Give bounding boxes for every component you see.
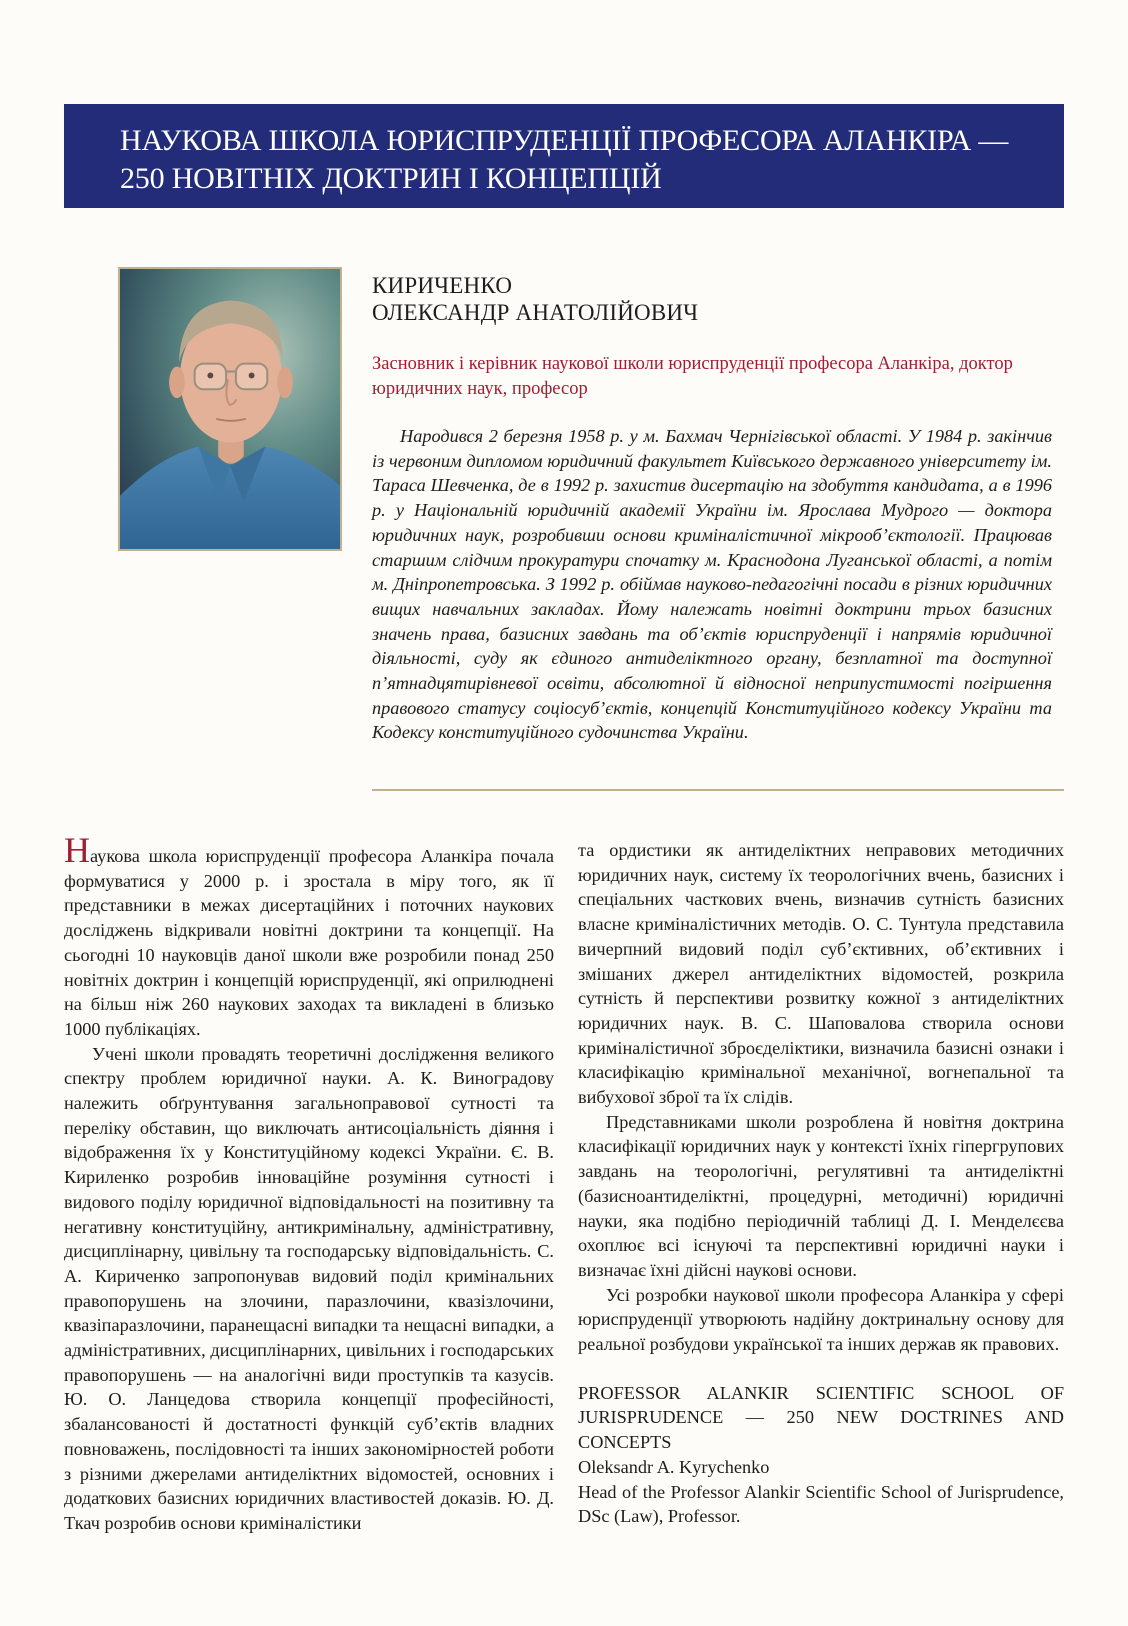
- article-paragraph-3: Представниками школи розроблена й новітня доктрина класифікації юридичних наук у контексті їхніх гіпергрупових завдань на теорологічні, регулятивні та антиделіктні (базисноантиделіктні, процедурні, методичні) юридичні науки, яка подібно періодичній таблиці Д. І. Менделєєва охоплює всі існуючі та перспективні юридичні науки і визначає їхні дійсні наукові основи.: [578, 1111, 1064, 1280]
- title-banner: [64, 104, 1064, 208]
- english-role: Head of the Professor Alankir Scientific School of Jurisprudence, DSc (Law), Professor.: [578, 1481, 1064, 1527]
- article-paragraph-2: Учені школи провадять теоретичні дослідження великого спектру проблем юридичної науки. А. К. Виноградову належить обґрунтування загальноправової сутності та переліку обставин, що виключать антисоціальність діяння і відображення їх у Конституційному кодексі України. Є. В. Кириленко розробив інноваційне розуміння сутності і видового поділу юридичної відповідальності на позитивну та негативну конституційну, антикримінальну, адміністративну, дисциплінарну, цивільну та господарську відповідальність. С. А. Кириченко запропонував видовий поділ кримінальних правопорушень на злочини, паразлочини, квазізлочини, квазіпаразлочини, паранещасні випадки та нещасні випадки, а адміністративних, дисциплінарних, цивільних і господарських правопорушень — на аналогічні види проступків та казусів. Ю. О. Ланцедова створила концепції професійності, збалансованості й достатності функцій суб’єктів владних повноважень, послідовності та інших закономірностей роботи з різними джерелами антиделіктних відомостей, основних і додаткових базисних юридичних властивостей доказів. Ю. Д. Ткач розробив основи криміналістики: [64, 1043, 554, 1533]
- english-author: Oleksandr A. Kyrychenko: [578, 1456, 770, 1477]
- page-title-line-1: НАУКОВА ШКОЛА ЮРИСПРУДЕНЦІЇ ПРОФЕСОРА АЛАНКІРА —: [120, 124, 1009, 157]
- english-summary: [578, 1381, 1064, 1529]
- section-divider: [372, 789, 1064, 791]
- drop-cap: Н: [64, 830, 90, 870]
- author-photo: [118, 267, 342, 551]
- author-role: Засновник і керівник наукової школи юриспруденції професора Аланкіра, доктор юридичних наук, професор: [372, 354, 1013, 399]
- page-title-line-2: 250 НОВІТНІХ ДОКТРИН І КОНЦЕПЦІЙ: [120, 162, 662, 195]
- article-column-left: [64, 830, 554, 1536]
- paragraph-1-text: аукова школа юриспруденції професора Аланкіра почала формуватися у 2000 р. і зростала в міру того, як її представники в межах дисертаційних і поточних наукових досліджень відкривали новітні доктрини та концепції. На сьогодні 10 науковців даної школи вже розробили понад 250 новітніх доктрин і концепцій юриспруденції, які оприлюднені на більш ніж 260 наукових заходах та викладені в близько 1000 публікаціях.: [64, 846, 554, 1039]
- article-paragraph-4: Усі розробки наукової школи професора Аланкіра у сфері юриспруденції утворюють надійну доктринальну основу для реальної розбудови української та інших держав як правових.: [578, 1284, 1064, 1355]
- article-paragraph-2-continued: та ордистики як антиделіктних неправових методичних юридичних наук, систему їх теорологічних вчень, базисних і спеціальних часткових вчень, визначив сутність базисних власне криміналістичних методів. О. С. Тунтула представила вичерпний видовий поділ суб’єктивних, об’єктивних і змішаних джерел антиделіктних відомостей, розкрила сутність й перспективи розвитку кожної з антиделіктних юридичних наук. В. С. Шаповалова створила основи криміналістичної зброєделіктики, визначила базисні ознаки і класифікацію кримінальної механічної, вогнепальної та вибухової зброї та їх слідів.: [578, 840, 1064, 1108]
- english-title: PROFESSOR ALANKIR SCIENTIFIC SCHOOL OF JURISPRUDENCE — 250 NEW DOCTRINES AND CONCEPTS: [578, 1382, 1064, 1453]
- article-paragraph-1: [64, 830, 554, 1042]
- author-given-names: ОЛЕКСАНДР АНАТОЛІЙОВИЧ: [372, 300, 699, 325]
- author-biography: Народився 2 березня 1958 р. у м. Бахмач Чернігівської області. У 1984 р. закінчив із червоним дипломом юридичний факультет Київського державного університету ім. Тараса Шевченка, де в 1992 р. захистив дисертацію на здобуття кандидата, а в 1996 р. у Національній юридичній академії України ім. Ярослава Мудрого — доктора юридичних наук, розробивши основи криміналістичної мікрооб’єктології. Працював старшим слідчим прокуратури спочатку м. Краснодона Луганської області, а потім м. Дніпропетровська. З 1992 р. обіймав науково-педагогічні посади в різних юридичних вищих навчальних закладах. Йому належать новітні доктрини трьох базисних значень права, базисних завдань та об’єктів юриспруденції і напрямів юридичної діяльності, суду як єдиного антиделіктного органу, безплатної та доступної п’ятнадцятирівневої освіти, абсолютної й відносної неприпустимості погіршення правового статусу соціосуб’єктів, концепцій Конституційного кодексу України та Кодексу конституційного судочинства України.: [372, 426, 1052, 743]
- author-surname: КИРИЧЕНКО: [372, 273, 513, 298]
- article-column-right: [578, 838, 1064, 1529]
- author-name: [372, 272, 698, 326]
- portrait-illustration: [120, 269, 340, 549]
